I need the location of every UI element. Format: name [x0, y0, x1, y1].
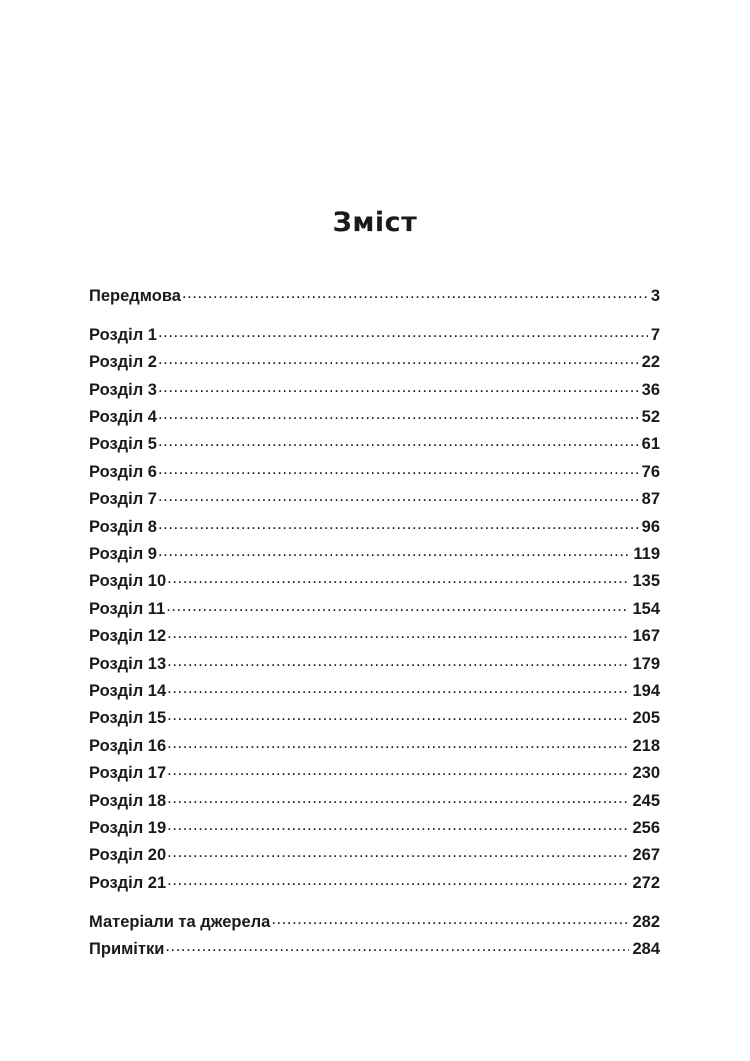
toc-entry[interactable] [89, 488, 660, 515]
dot-leader [158, 460, 639, 477]
toc-entry-page-number: 135 [632, 572, 660, 591]
toc-entry-page-number: 230 [632, 764, 660, 783]
toc-entry-label: Розділ 9 [89, 545, 157, 564]
toc-entry-page-number: 245 [632, 791, 660, 810]
dot-leader [167, 679, 629, 696]
toc-entry[interactable] [89, 844, 660, 871]
toc-entry-label: Розділ 17 [89, 764, 167, 783]
dot-leader [167, 707, 629, 724]
toc-entry[interactable] [89, 679, 660, 706]
toc-entry[interactable] [89, 597, 660, 624]
toc-entry-label: Розділ 21 [89, 873, 167, 892]
dot-leader [167, 871, 629, 888]
toc-entry-label: Розділ 19 [89, 818, 167, 837]
toc-entry-label: Розділ 18 [89, 791, 167, 810]
dot-leader [158, 406, 639, 423]
toc-entry-page-number: 272 [632, 873, 660, 892]
page-title: Зміст [332, 207, 418, 238]
toc-entry-label: Розділ 16 [89, 736, 167, 755]
toc-entry-page-number: 36 [641, 380, 660, 399]
toc-entry[interactable] [89, 433, 660, 460]
toc-entry-label: Розділ 1 [89, 325, 157, 344]
toc-entry-page-number: 218 [632, 736, 660, 755]
toc-entry-label: Розділ 8 [89, 517, 157, 536]
toc-entry[interactable] [89, 911, 660, 938]
toc-entry[interactable] [89, 515, 660, 542]
toc-entry-page-number: 194 [632, 681, 660, 700]
dot-leader [167, 762, 629, 779]
toc-entry-page-number: 256 [632, 818, 660, 837]
toc-entry-page-number: 205 [632, 709, 660, 728]
dot-leader [167, 844, 629, 861]
dot-leader [167, 789, 629, 806]
toc-entry[interactable] [89, 460, 660, 487]
toc-entry[interactable] [89, 871, 660, 898]
toc-entry-page-number: 282 [632, 913, 660, 932]
dot-leader [158, 488, 639, 505]
dot-leader [165, 938, 629, 955]
toc-entry-label: Передмова [89, 286, 181, 305]
table-of-contents [89, 284, 660, 965]
toc-entry-page-number: 7 [650, 325, 660, 344]
toc-entry[interactable] [89, 323, 660, 350]
dot-leader [167, 816, 629, 833]
toc-entry-label: Розділ 7 [89, 490, 157, 509]
toc-entry[interactable] [89, 762, 660, 789]
toc-entry[interactable] [89, 816, 660, 843]
toc-entry-page-number: 3 [650, 286, 660, 305]
toc-entry-page-number: 61 [641, 435, 660, 454]
toc-entry-label: Розділ 20 [89, 846, 167, 865]
toc-entry-page-number: 76 [641, 462, 660, 481]
dot-leader [166, 597, 629, 614]
toc-entry[interactable] [89, 734, 660, 761]
toc-entry-label: Матеріали та джерела [89, 913, 271, 932]
dot-leader [182, 284, 648, 301]
toc-entry-page-number: 119 [633, 545, 660, 564]
toc-entry-page-number: 52 [641, 408, 660, 427]
toc-entry[interactable] [89, 351, 660, 378]
dot-leader [167, 734, 629, 751]
dot-leader [158, 543, 630, 560]
toc-entry[interactable] [89, 543, 660, 570]
toc-entry[interactable] [89, 707, 660, 734]
toc-entry-label: Розділ 5 [89, 435, 157, 454]
dot-leader [167, 625, 629, 642]
toc-group-front [89, 284, 660, 311]
dot-leader [271, 911, 629, 928]
toc-entry[interactable] [89, 378, 660, 405]
toc-entry[interactable] [89, 938, 660, 965]
toc-entry-page-number: 96 [641, 517, 660, 536]
toc-entry[interactable] [89, 406, 660, 433]
toc-group-chapters [89, 323, 660, 898]
toc-entry-label: Розділ 6 [89, 462, 157, 481]
toc-entry-page-number: 22 [641, 353, 660, 372]
toc-entry-label: Примітки [89, 940, 165, 959]
toc-entry[interactable] [89, 789, 660, 816]
toc-entry-label: Розділ 14 [89, 681, 167, 700]
toc-entry-page-number: 87 [641, 490, 660, 509]
toc-entry-label: Розділ 11 [89, 599, 166, 618]
toc-entry-label: Розділ 10 [89, 572, 167, 591]
dot-leader [158, 515, 639, 532]
toc-entry-label: Розділ 2 [89, 353, 157, 372]
toc-entry-page-number: 167 [632, 627, 660, 646]
dot-leader [167, 652, 629, 669]
toc-group-back [89, 911, 660, 966]
dot-leader [167, 570, 629, 587]
toc-entry[interactable] [89, 284, 660, 311]
toc-entry[interactable] [89, 570, 660, 597]
toc-entry-label: Розділ 15 [89, 709, 167, 728]
toc-entry-page-number: 284 [632, 940, 660, 959]
toc-entry[interactable] [89, 652, 660, 679]
toc-entry-label: Розділ 13 [89, 654, 167, 673]
dot-leader [158, 351, 639, 368]
toc-entry[interactable] [89, 625, 660, 652]
toc-entry-label: Розділ 3 [89, 380, 157, 399]
toc-entry-label: Розділ 12 [89, 627, 167, 646]
toc-entry-page-number: 154 [632, 599, 660, 618]
dot-leader [158, 433, 639, 450]
toc-entry-page-number: 179 [632, 654, 660, 673]
toc-entry-page-number: 267 [632, 846, 660, 865]
dot-leader [158, 378, 639, 395]
dot-leader [158, 323, 648, 340]
toc-entry-label: Розділ 4 [89, 408, 157, 427]
